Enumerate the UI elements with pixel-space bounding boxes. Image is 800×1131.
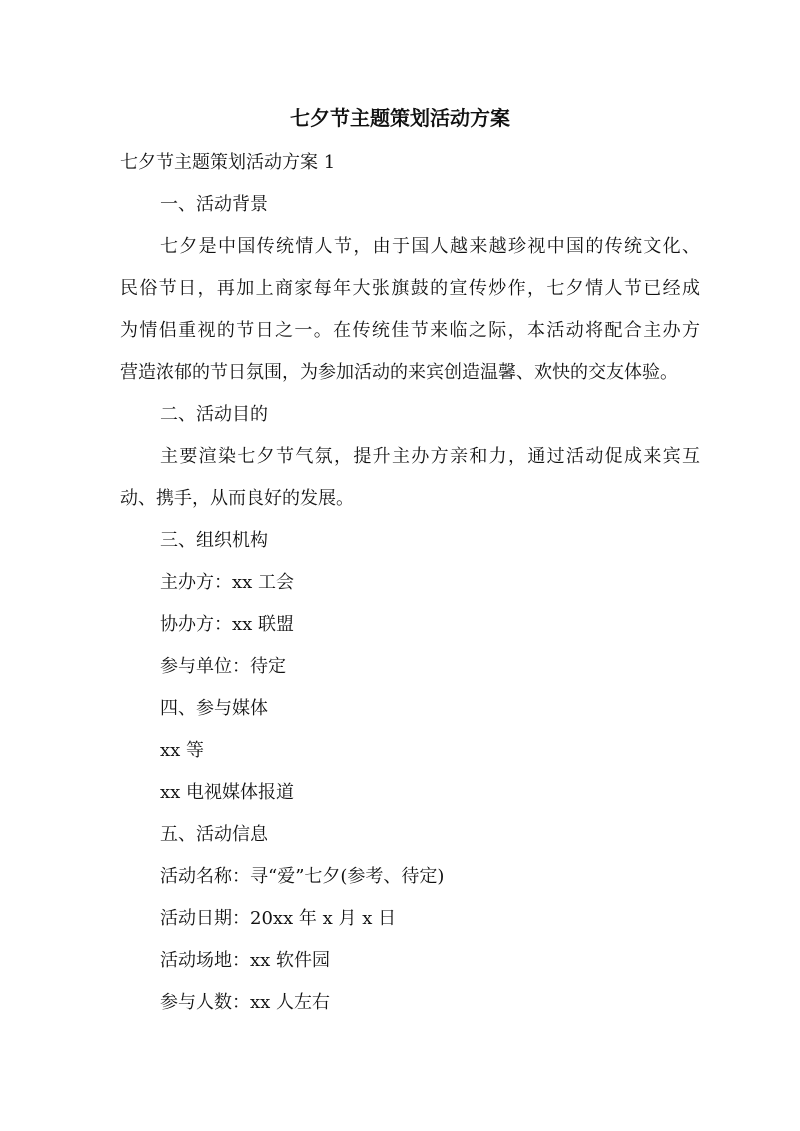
paragraph-line: 七夕是中国传统情人节，由于国人越来越珍视中国的传统文化、 [160,236,700,257]
plan-subtitle: 七夕节主题策划活动方案 1 [120,152,336,173]
paragraph-line: 营造浓郁的节日氛围，为参加活动的来宾创造温馨、欢快的交友体验。 [120,362,678,383]
activity-date-line: 活动日期：20xx 年 x 月 x 日 [160,908,397,929]
document-title: 七夕节主题策划活动方案 [290,106,510,130]
section-heading-organization: 三、组织机构 [160,530,268,551]
paragraph-line: 为情侣重视的节日之一。在传统佳节来临之际，本活动将配合主办方 [120,320,700,341]
participants-line: 参与单位：待定 [160,656,286,677]
activity-venue-line: 活动场地：xx 软件园 [160,950,331,971]
participant-count-line: 参与人数：xx 人左右 [160,992,331,1013]
host-line: 主办方：xx 工会 [160,572,295,593]
section-heading-purpose: 二、活动目的 [160,404,268,425]
paragraph-line: 动、携手，从而良好的发展。 [120,488,354,509]
cohost-line: 协办方：xx 联盟 [160,614,295,635]
section-heading-media: 四、参与媒体 [160,698,268,719]
activity-name-line: 活动名称：寻“爱”七夕(参考、待定) [160,866,445,887]
section-heading-info: 五、活动信息 [160,824,268,845]
section-heading-background: 一、活动背景 [160,194,268,215]
media-item: xx 等 [160,740,205,761]
paragraph-line: 主要渲染七夕节气氛，提升主办方亲和力，通过活动促成来宾互 [160,446,700,467]
media-item: xx 电视媒体报道 [160,782,295,803]
paragraph-line: 民俗节日，再加上商家每年大张旗鼓的宣传炒作，七夕情人节已经成 [120,278,700,299]
